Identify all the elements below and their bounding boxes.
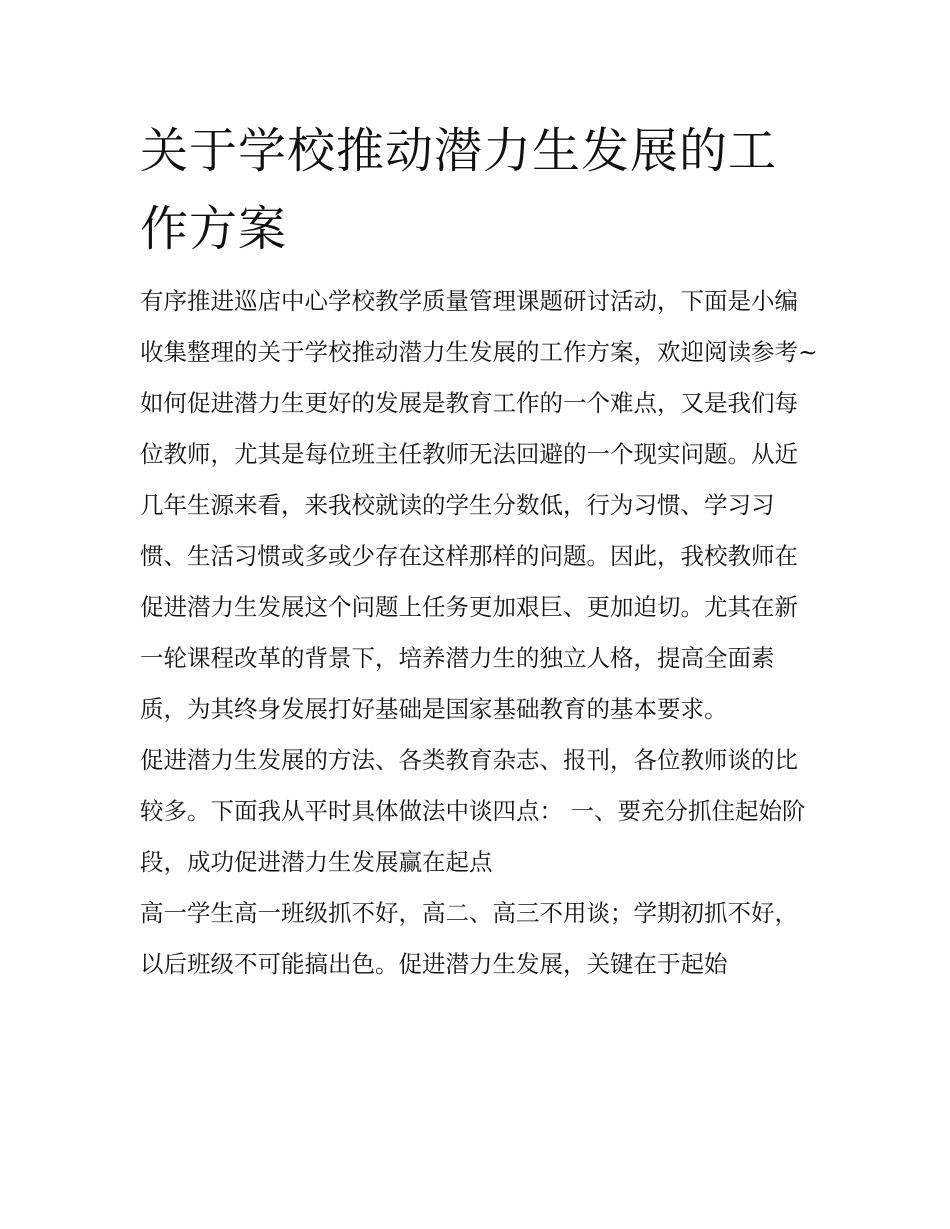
paragraph-intro: 有序推进巡店中心学校教学质量管理课题研讨活动，下面是小编收集整理的关于学校推动潜力生发展的工作方案，欢迎阅读参考~ bbox=[140, 287, 818, 366]
document-body bbox=[140, 276, 820, 990]
document-title: 关于学校推动潜力生发展的工作方案 bbox=[140, 123, 778, 257]
paragraph-starting-stage: 高一学生高一班级抓不好，高二、高三不用谈；学期初抓不好，以后班级不可能搞出色。促进潜力生发展，关键在于起始 bbox=[140, 899, 798, 978]
paragraph-background: 如何促进潜力生更好的发展是教育工作的一个难点，又是我们每位教师，尤其是每位班主任教师无法回避的一个现实问题。从近几年生源来看，来我校就读的学生分数低，行为习惯、学习习惯、生活习惯或多或少存在这样那样的问题。因此，我校教师在促进潜力生发展这个问题上任务更加艰巨、更加迫切。尤其在新一轮课程改革的背景下，培养潜力生的独立人格，提高全面素质，为其终身发展打好基础是国家基础教育的基本要求。 bbox=[140, 389, 798, 723]
paragraph-methods: 促进潜力生发展的方法、各类教育杂志、报刊，各位教师谈的比较多。下面我从平时具体做法中谈四点： 一、要充分抓住起始阶段，成功促进潜力生发展赢在起点 bbox=[140, 746, 806, 876]
